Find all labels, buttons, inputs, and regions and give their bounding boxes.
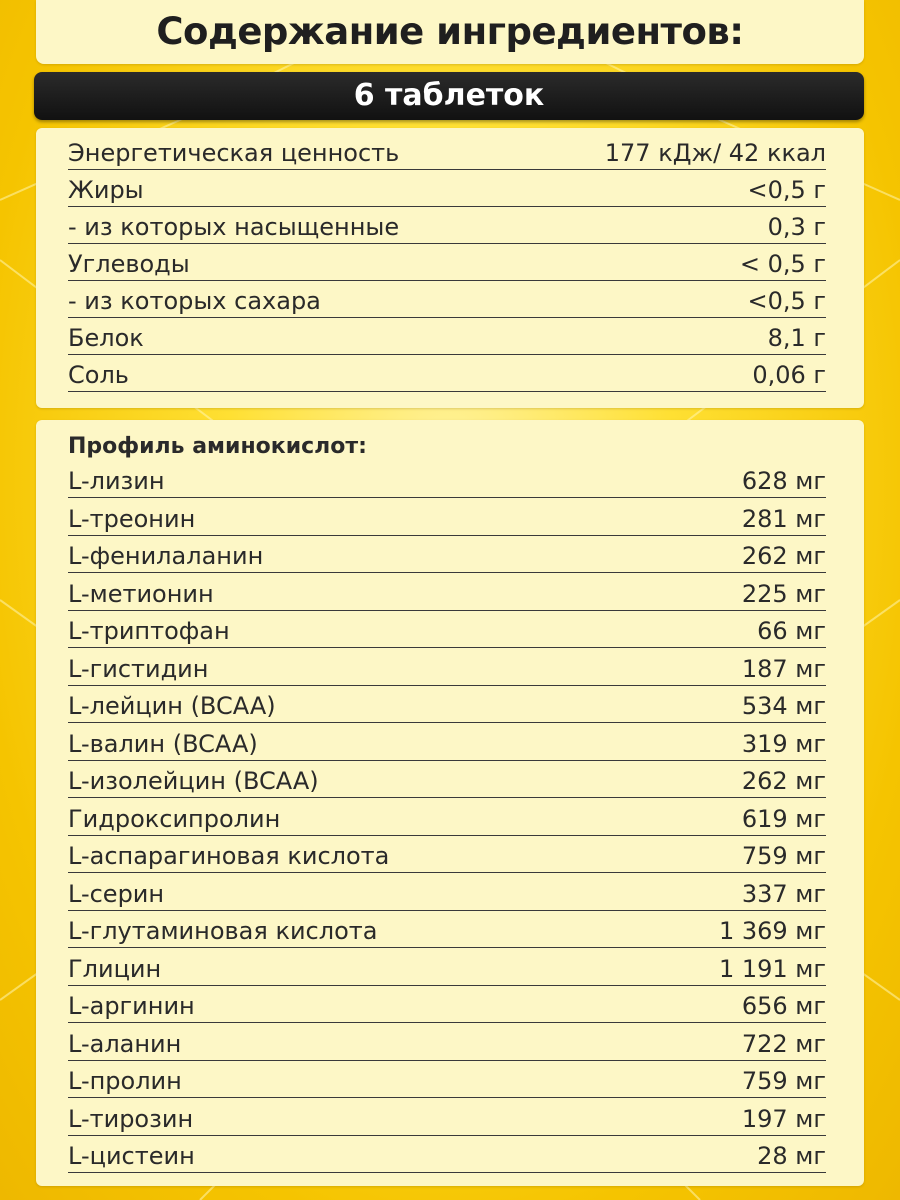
row-label: L-фенилаланин xyxy=(68,542,264,570)
row-value: 177 кДж/ 42 ккал xyxy=(604,139,826,167)
table-row xyxy=(68,498,826,536)
amino-heading-row xyxy=(68,424,826,461)
row-label: L-триптофан xyxy=(68,617,230,645)
row-value: 534 мг xyxy=(741,692,826,720)
row-label: Соль xyxy=(68,361,129,389)
row-label: L-тирозин xyxy=(68,1104,194,1133)
table-row xyxy=(68,798,826,836)
row-label: L-треонин xyxy=(68,504,196,533)
row-label: L-изолейцин (BCAA) xyxy=(68,767,319,795)
row-value: < 0,5 г xyxy=(739,250,826,278)
table-row xyxy=(68,317,826,355)
row-label: - из которых насыщенные xyxy=(68,213,400,241)
table-row xyxy=(68,535,826,573)
table-row xyxy=(68,1135,826,1173)
row-value: 656 мг xyxy=(741,992,826,1020)
row-value: 197 мг xyxy=(741,1104,826,1133)
row-value: 628 мг xyxy=(741,467,826,495)
row-label: Белок xyxy=(68,324,144,352)
page-title: Содержание ингредиентов: xyxy=(156,10,744,53)
table-row xyxy=(68,354,826,392)
table-row xyxy=(68,723,826,761)
row-value: 722 мг xyxy=(741,1029,826,1058)
row-value: 8,1 г xyxy=(767,324,826,352)
row-value: 1 191 мг xyxy=(718,954,826,983)
serving-bar xyxy=(34,72,864,120)
row-label: Углеводы xyxy=(68,250,190,278)
table-row xyxy=(68,243,826,281)
row-value: 262 мг xyxy=(741,542,826,570)
row-value: 187 мг xyxy=(741,654,826,683)
row-label: L-глутаминовая кислота xyxy=(68,917,378,945)
row-value: 262 мг xyxy=(741,767,826,795)
nutrition-card xyxy=(36,128,864,408)
row-label: L-аланин xyxy=(68,1029,182,1058)
row-value: 66 мг xyxy=(757,617,826,645)
table-row xyxy=(68,1098,826,1136)
row-value: 281 мг xyxy=(741,504,826,533)
row-label: L-пролин xyxy=(68,1067,182,1095)
row-value: 1 369 мг xyxy=(718,917,826,945)
table-row xyxy=(68,132,826,170)
table-row xyxy=(68,835,826,873)
table-row xyxy=(68,873,826,911)
row-label: Глицин xyxy=(68,954,162,983)
row-label: L-гистидин xyxy=(68,654,209,683)
row-label: Энергетическая ценность xyxy=(68,139,400,167)
row-label: L-лейцин (BCAA) xyxy=(68,692,276,720)
row-value: 619 мг xyxy=(741,804,826,833)
table-row xyxy=(68,685,826,723)
table-row xyxy=(68,280,826,318)
row-value: 28 мг xyxy=(757,1142,826,1170)
table-row xyxy=(68,1023,826,1061)
table-row xyxy=(68,1060,826,1098)
row-value: 337 мг xyxy=(741,879,826,908)
table-row xyxy=(68,610,826,648)
row-value: 759 мг xyxy=(741,1067,826,1095)
row-label: Гидроксипролин xyxy=(68,804,281,833)
row-label: Жиры xyxy=(68,176,144,204)
row-label: L-цистеин xyxy=(68,1142,195,1170)
table-row xyxy=(68,910,826,948)
table-row xyxy=(68,206,826,244)
row-value: 319 мг xyxy=(741,729,826,758)
row-label: L-серин xyxy=(68,879,165,908)
table-row xyxy=(68,648,826,686)
table-row xyxy=(68,760,826,798)
serving-label: 6 таблеток xyxy=(353,78,545,113)
row-label: L-аргинин xyxy=(68,992,195,1020)
amino-card xyxy=(36,420,864,1186)
row-value: <0,5 г xyxy=(747,176,826,204)
row-label: L-аспарагиновая кислота xyxy=(68,842,390,870)
row-value: 759 мг xyxy=(741,842,826,870)
section-heading: Профиль аминокислот: xyxy=(68,434,367,459)
table-row xyxy=(68,573,826,611)
table-row xyxy=(68,985,826,1023)
title-card xyxy=(36,0,864,64)
row-value: 225 мг xyxy=(741,579,826,608)
table-row xyxy=(68,460,826,498)
table-row xyxy=(68,169,826,207)
row-label: L-метионин xyxy=(68,579,214,608)
row-value: <0,5 г xyxy=(747,287,826,315)
row-value: 0,06 г xyxy=(752,361,826,389)
row-label: L-валин (BCAA) xyxy=(68,729,258,758)
table-row xyxy=(68,948,826,986)
row-label: - из которых сахара xyxy=(68,287,321,315)
row-label: L-лизин xyxy=(68,467,165,495)
row-value: 0,3 г xyxy=(767,213,826,241)
